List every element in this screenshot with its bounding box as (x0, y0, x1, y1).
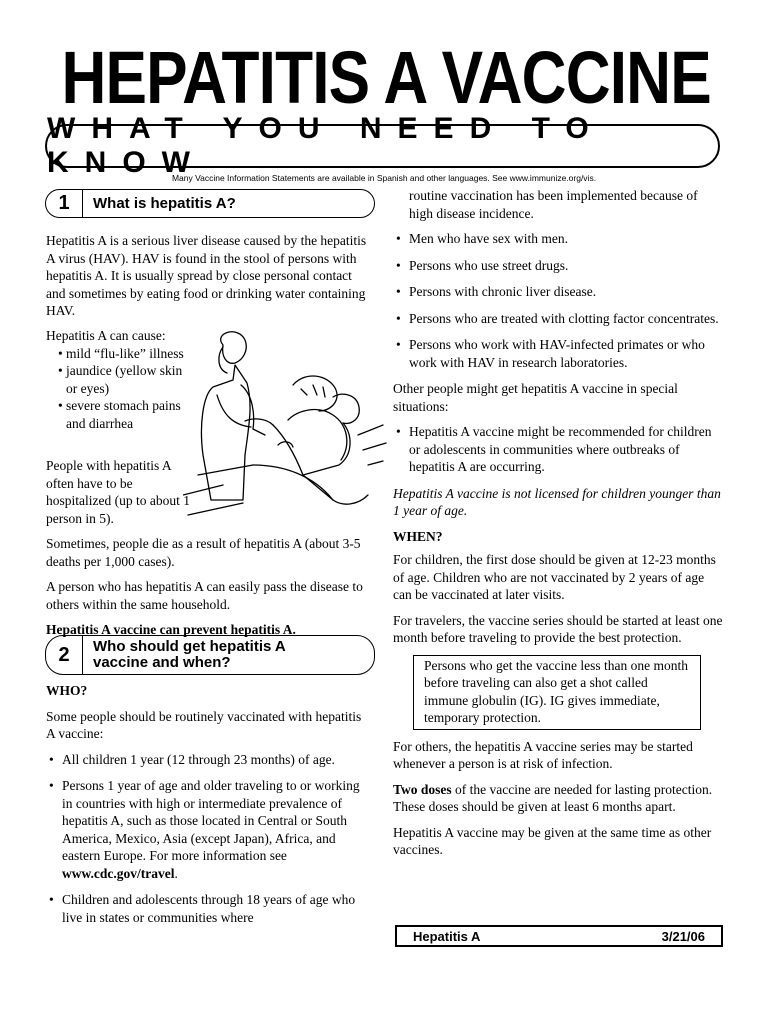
section-title: What is hepatitis A? (93, 194, 236, 212)
symptoms-block (46, 327, 186, 432)
list-item: • Persons who work with HAV-infected primates or who work with HAV in research laboratories. (393, 336, 723, 371)
section-1-heading (45, 189, 375, 218)
hospitalized-text: People with hepatitis A often have to be hospitalized (up to about 1 person in 5). (46, 458, 190, 526)
list-item (46, 777, 368, 882)
footer-date: 3/21/06 (661, 928, 705, 944)
list-item: • jaundice (yellow skin or eyes) (46, 362, 186, 397)
section-1-intro (46, 232, 368, 328)
list-item-text: Persons 1 year of age and older traveling to or working in countries with high or intermediate prevalence of hepatitis A, such as those located in Central or South America, Mexico, Asia (except Japan), Africa, and eastern Europe. For more information see (62, 778, 360, 863)
paragraph-household: A person who has hepatitis A can easily pass the disease to others within the same household. (46, 579, 363, 612)
section-title: Who should get hepatitis A vaccine and when? (93, 638, 286, 671)
list-item: • Children and adolescents through 18 years of age who live in states or communities where (46, 891, 368, 926)
list-item: • Men who have sex with men. (393, 230, 723, 248)
who-heading: WHO? (46, 683, 88, 698)
others-paragraph: For others, the hepatitis A vaccine series may be started whenever a person is at risk of infection. (393, 738, 693, 771)
section-number: 2 (46, 636, 83, 674)
document-title: HEPATITIS A VACCINE (61, 36, 711, 119)
symptom-list (46, 345, 186, 433)
list-item: • mild “flu-like” illness (46, 345, 186, 363)
list-item: • Persons who are treated with clotting factor concentrates. (393, 310, 723, 328)
list-item: • All children 1 year (12 through 23 months) of age. (46, 751, 368, 769)
list-item: • Hepatitis A vaccine might be recommended for children or adolescents in communities where outbreaks of hepatitis A are occurring. (393, 423, 723, 476)
footer-box (395, 925, 723, 947)
paragraph-prevent: Hepatitis A vaccine can prevent hepatitis A. (46, 622, 296, 637)
two-doses-paragraph (393, 781, 723, 816)
same-time-paragraph: Hepatitis A vaccine may be given at the same time as other vaccines. (393, 824, 712, 857)
other-people-paragraph: Other people might get hepatitis A vaccine in special situations: (393, 381, 678, 414)
section-2-left (46, 682, 368, 935)
languages-note: Many Vaccine Information Statements are available in Spanish and other languages. See www.immunize.org/vis. (171, 173, 597, 183)
footer-label: Hepatitis A (413, 928, 481, 944)
ig-info-box: Persons who get the vaccine less than one month before traveling can also get a shot called immune globulin (IG). IG gives immediate, temporary protection. (413, 655, 701, 730)
section-number: 1 (46, 190, 83, 217)
list-item: • Persons who use street drugs. (393, 257, 723, 275)
list-item-end: . (174, 865, 178, 881)
paragraph-deaths: Sometimes, people die as a result of hepatitis A (about 3-5 deaths per 1,000 cases). (46, 536, 361, 569)
list-item: • severe stomach pains and diarrhea (46, 397, 186, 432)
who-list-continued (393, 230, 723, 371)
subtitle-banner: WHAT YOU NEED TO KNOW (45, 124, 720, 168)
special-list (393, 423, 723, 476)
can-cause-label: Hepatitis A can cause: (46, 328, 166, 343)
right-column (393, 187, 723, 867)
who-intro: Some people should be routinely vaccinated with hepatitis A vaccine: (46, 708, 362, 741)
section-2-heading (45, 635, 375, 675)
two-doses-text: of the vaccine are needed for lasting protection. These doses should be given at least 6 months apart. (393, 781, 713, 814)
paragraph-hospitalized (46, 457, 201, 527)
list-item: • Persons with chronic liver disease. (393, 283, 723, 301)
children-paragraph: For children, the first dose should be given at 12-23 months of age. Children who are not vaccinated by 2 years of age can be vaccinated at later visits. (393, 552, 716, 602)
cdc-travel-link[interactable]: www.cdc.gov/travel (62, 865, 175, 881)
list-item-continued: routine vaccination has been implemented because of high disease incidence. (409, 188, 698, 221)
two-doses-bold: Two doses (393, 781, 452, 797)
paragraph-hav: Hepatitis A is a serious liver disease caused by the hepatitis A virus (HAV). HAV is found in the stool of persons with hepatitis A. It is usually spread by close personal contact and sometimes by eating food or drinking water containing HAV. (46, 233, 367, 318)
who-list (46, 751, 368, 927)
when-heading: WHEN? (393, 528, 443, 544)
not-licensed-note: Hepatitis A vaccine is not licensed for children younger than 1 year of age. (393, 485, 721, 518)
section-1-continued (46, 457, 376, 647)
travelers-paragraph: For travelers, the vaccine series should be started at least one month before traveling to provide the best protection. (393, 612, 723, 645)
